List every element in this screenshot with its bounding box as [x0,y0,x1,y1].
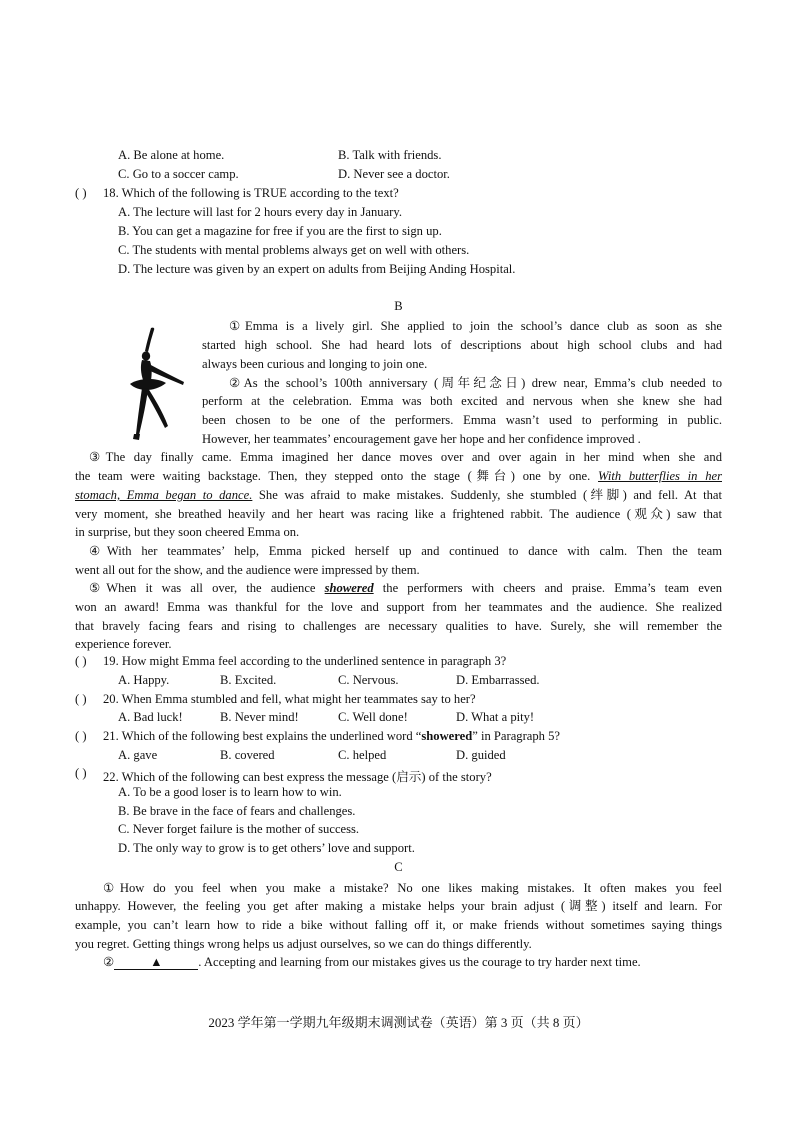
q18-option-c: C. The students with mental problems always get on well with others. [118,243,470,257]
passage-b-p3-line3: stomach, Emma began to dance. She was afraid to make mistakes. Suddenly, she stumbled (绊脚) and fell. At that [75,488,722,502]
q20-stem: 20. When Emma stumbled and fell, what might her teammates say to her? [103,692,476,706]
q17-option-c: C. Go to a soccer camp. [118,167,239,181]
q18-option-b: B. You can get a magazine for free if you are the first to sign up. [118,224,442,238]
q17-option-a: A. Be alone at home. [118,148,225,162]
q21-option-b: B. covered [220,748,275,762]
q20-option-c: C. Well done! [338,710,408,724]
passage-c-p1-line1: ①How do you feel when you make a mistake? No one likes making mistakes. It often makes you feel [103,881,722,895]
q21-answer-blank: ( ) [75,729,87,743]
q17-option-d: D. Never see a doctor. [338,167,450,181]
q19-option-b: B. Excited. [220,673,277,687]
q20-option-b: B. Never mind! [220,710,299,724]
passage-c-p2-line1: ② ▲ . Accepting and learning from our mistakes gives us the courage to try harder next time. [103,955,641,969]
q19-answer-blank: ( ) [75,654,87,668]
passage-b-p2-line1: ②As the school’s 100th anniversary (周年纪念日) drew near, Emma’s club needed to [229,376,722,390]
answer-blank-triangle: ▲ [114,955,198,970]
passage-b-p2-line2: perform at the celebration. Emma was both excited and nervous when she knew she had [202,394,722,408]
passage-c-p1-line4: you regret. Getting things wrong helps us adjust ourselves, so we can do things differently. [75,937,532,951]
q19-option-a: A. Happy. [118,673,170,687]
passage-b-p5-line4: experience forever. [75,637,172,651]
q19-option-c: C. Nervous. [338,673,399,687]
passage-b-p1-line3: always been curious and longing to join one. [202,357,428,371]
passage-b-p5-line3: that bravely facing fears and rising to challenges are necessary qualities to have. Surely, she will remember the [75,619,722,633]
q22-option-b: B. Be brave in the face of fears and challenges. [118,804,356,818]
q21-stem: 21. Which of the following best explains the underlined word “showered” in Paragraph 5? [103,729,561,743]
page-footer: 2023 学年第一学期九年级期末调测试卷（英语）第 3 页（共 8 页） [208,1015,589,1030]
passage-c-p1-line3: example, you can’t learn how to ride a bike without falling off it, or make friends without sometimes saying things [75,918,722,932]
passage-b-p3-line4: very moment, she breathed heavily and her heart was racing like a frightened rabbit. The audience (观众) saw that [75,507,722,521]
passage-b-p5-line2: won an award! Emma was thankful for the love and support from her teammates and the audience. She realized [75,600,722,614]
underlined-sentence-part1: With butterflies in her [598,469,722,483]
passage-b-p1-line2: started high school. She had heard lots of descriptions about high school clubs and had [202,338,722,352]
underlined-sentence-part2: stomach, Emma began to dance. [75,488,253,502]
ballerina-silhouette-image [112,326,192,442]
q22-stem: 22. Which of the following can best express the message (启示) of the story? [103,770,492,784]
passage-b-p5-line1: ⑤When it was all over, the audience showered the performers with cheers and praise. Emma’s team even [89,581,722,595]
q18-option-d: D. The lecture was given by an expert on adults from Beijing Anding Hospital. [118,262,516,276]
q19-option-d: D. Embarrassed. [456,673,540,687]
passage-c-heading: C [394,860,403,874]
q21-option-a: A. gave [118,748,158,762]
q21-option-d: D. guided [456,748,506,762]
passage-b-p3-line5: in surprise, but they soon cheered Emma on. [75,525,300,539]
q18-option-a: A. The lecture will last for 2 hours every day in January. [118,205,402,219]
q19-stem: 19. How might Emma feel according to the underlined sentence in paragraph 3? [103,654,507,668]
q17-option-b: B. Talk with friends. [338,148,442,162]
underlined-word-showered: showered [324,581,374,595]
passage-b-p3-line2: the team were waiting backstage. Then, they stepped onto the stage (舞台) one by one. With butterflies in her [75,469,722,483]
q22-option-d: D. The only way to grow is to get others’ love and support. [118,841,415,855]
passage-c-p1-line2: unhappy. However, the feeling you get after making a mistake helps your brain adjust (调整) itself and learn. For [75,899,722,913]
passage-b-p3-line1: ③The day finally came. Emma imagined her dance moves over and over again in her mind when she and [89,450,722,464]
passage-b-p4-line2: went all out for the show, and the audience were impressed by them. [75,563,420,577]
q18-answer-blank: ( ) [75,186,87,200]
q22-answer-blank: ( ) [75,766,87,780]
q22-option-c: C. Never forget failure is the mother of success. [118,822,360,836]
passage-b-p2-line4: However, her teammates’ encouragement gave her hope and her confidence improved . [202,432,641,446]
q18-stem: 18. Which of the following is TRUE according to the text? [103,186,399,200]
q22-option-a: A. To be a good loser is to learn how to win. [118,785,342,799]
passage-b-p4-line1: ④With her teammates’ help, Emma picked herself up and continued to dance with calm. Then the team [89,544,722,558]
passage-b-p2-line3: been chosen to be one of the performers. Emma wasn’t used to performing in public. [202,413,722,427]
passage-b-p1-line1: ①Emma is a lively girl. She applied to join the school’s dance club as soon as she [229,319,722,333]
q20-option-d: D. What a pity! [456,710,535,724]
q20-answer-blank: ( ) [75,692,87,706]
passage-b-heading: B [394,299,403,313]
q21-option-c: C. helped [338,748,387,762]
q20-option-a: A. Bad luck! [118,710,183,724]
